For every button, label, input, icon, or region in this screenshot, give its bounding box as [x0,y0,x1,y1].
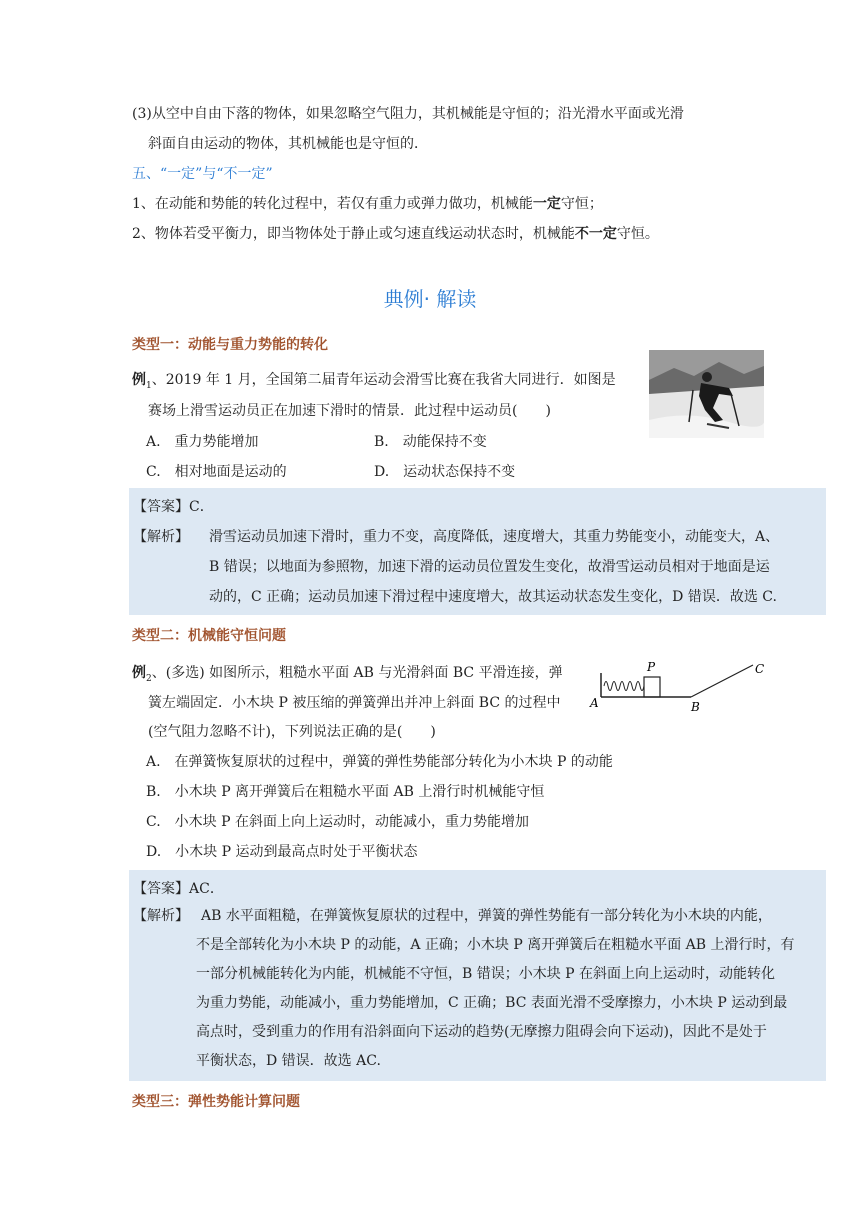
example-2-option-c: C. 小木块 P 在斜面上向上运动时，动能减小，重力势能增加 [146,814,529,830]
example-2-explanation-line-6: 平衡状态，D 错误．故选 AC. [196,1053,381,1069]
spring-incline-diagram [585,655,775,715]
item-2 [132,224,659,244]
example-1-question-line-1 [132,370,616,396]
item-1-text: 1、在动能和势能的转化过程中，若仅有重力或弹力做功，机械能 [132,196,533,212]
example-1-label: 例 [132,372,146,388]
label-p: P [647,660,656,674]
type-1-title: 类型一：动能与重力势能的转化 [132,337,328,353]
example-2-option-d: D. 小木块 P 运动到最高点时处于平衡状态 [146,844,418,860]
example-1-explanation-line-2: B 错误；以地面为参照物，加速下滑的运动员位置发生变化，故滑雪运动员相对于地面是运 [209,559,770,575]
point-3-line-1: (3)从空中自由下落的物体，如果忽略空气阻力，其机械能是守恒的；沿光滑水平面或光滑 [132,106,684,122]
item-1 [132,194,603,214]
example-2-explanation-line-2: 不是全部转化为小木块 P 的动能，A 正确；小木块 P 离开弹簧后在粗糙水平面 AB 上滑行时，有 [196,937,795,953]
example-1-question-line-2: 赛场上滑雪运动员正在加速下滑时的情景．此过程中运动员( ) [148,403,551,419]
example-2-question-line-2: 簧左端固定．小木块 P 被压缩的弹簧弹出并冲上斜面 BC 的过程中 [148,695,561,711]
example-1-option-c: C. 相对地面是运动的 [146,464,287,480]
example-1-text: 、2019 年 1 月，全国第二届青年运动会滑雪比赛在我省大同进行．如图是 [151,372,616,388]
label-c: C [755,662,765,676]
spring-incline-figure [585,655,775,715]
example-2-explanation-label: 【解析】 [133,908,189,924]
item-2-emphasis: 不一定 [574,226,617,242]
item-1-emphasis: 一定 [532,196,561,212]
example-2-label: 例 [132,665,146,681]
label-a: A [590,696,599,710]
skier-photo-illustration [649,350,764,438]
example-2-question-line-3: (空气阻力忽略不计)，下列说法正确的是( ) [148,724,436,740]
example-1-number: 1 [146,380,152,391]
type-2-title: 类型二：机械能守恒问题 [132,628,286,644]
example-2-explanation-line-5: 高点时，受到重力的作用有沿斜面向下运动的趋势(无摩擦力阻碍会向下运动)，因此不是处于 [196,1024,767,1040]
example-2-explanation-line-3: 一部分机械能转化为内能，机械能不守恒，B 错误；小木块 P 在斜面上向上运动时，动能转化 [196,966,776,982]
item-2-text: 2、物体若受平衡力，即当物体处于静止或匀速直线运动状态时，机械能 [132,226,575,242]
section-title: 典例· 解读 [383,287,477,311]
example-1-explanation-line-3: 动的，C 正确；运动员加速下滑过程中速度增大，故其运动状态发生变化，D 错误．故选 C. [209,589,777,605]
item-1-tail: 守恒； [560,196,603,212]
example-2-option-b: B. 小木块 P 离开弹簧后在粗糙水平面 AB 上滑行时机械能守恒 [146,784,545,800]
block-p [644,677,660,697]
example-2-option-a: A. 在弹簧恢复原状的过程中，弹簧的弹性势能部分转化为小木块 P 的动能 [146,754,613,770]
example-1-option-b: B. 动能保持不变 [374,434,487,450]
example-1-explanation-label: 【解析】 [133,529,189,545]
point-3-line-2: 斜面自由运动的物体，其机械能也是守恒的． [148,136,428,152]
example-2-explanation-line-4: 为重力势能，动能减小，重力势能增加，C 正确；BC 表面光滑不受摩擦力，小木块 P 运动到最 [196,995,788,1011]
example-1-answer: 【答案】C． [133,499,214,515]
smooth-incline-bc [691,665,753,697]
example-1-option-a: A. 重力势能增加 [146,434,259,450]
section-five-heading: 五、“一定”与“不一定” [132,166,273,182]
example-2-number: 2 [146,673,152,684]
example-2-text: 、(多选) 如图所示，粗糙水平面 AB 与光滑斜面 BC 平滑连接，弹 [151,665,563,681]
example-1-explanation-line-1: 滑雪运动员加速下滑时，重力不变，高度降低，速度增大，其重力势能变小，动能变大，A、 [209,529,780,545]
example-1-option-d: D. 运动状态保持不变 [374,464,516,480]
example-2-explanation-line-1: AB 水平面粗糙，在弹簧恢复原状的过程中，弹簧的弹性势能有一部分转化为小木块的内能， [201,908,772,924]
type-3-title: 类型三：弹性势能计算问题 [132,1094,300,1110]
example-2-question-line-1 [132,663,563,689]
example-2-answer: 【答案】AC． [133,881,224,897]
item-2-tail: 守恒。 [616,226,659,242]
label-b: B [691,700,700,714]
skier-photo [649,350,764,438]
